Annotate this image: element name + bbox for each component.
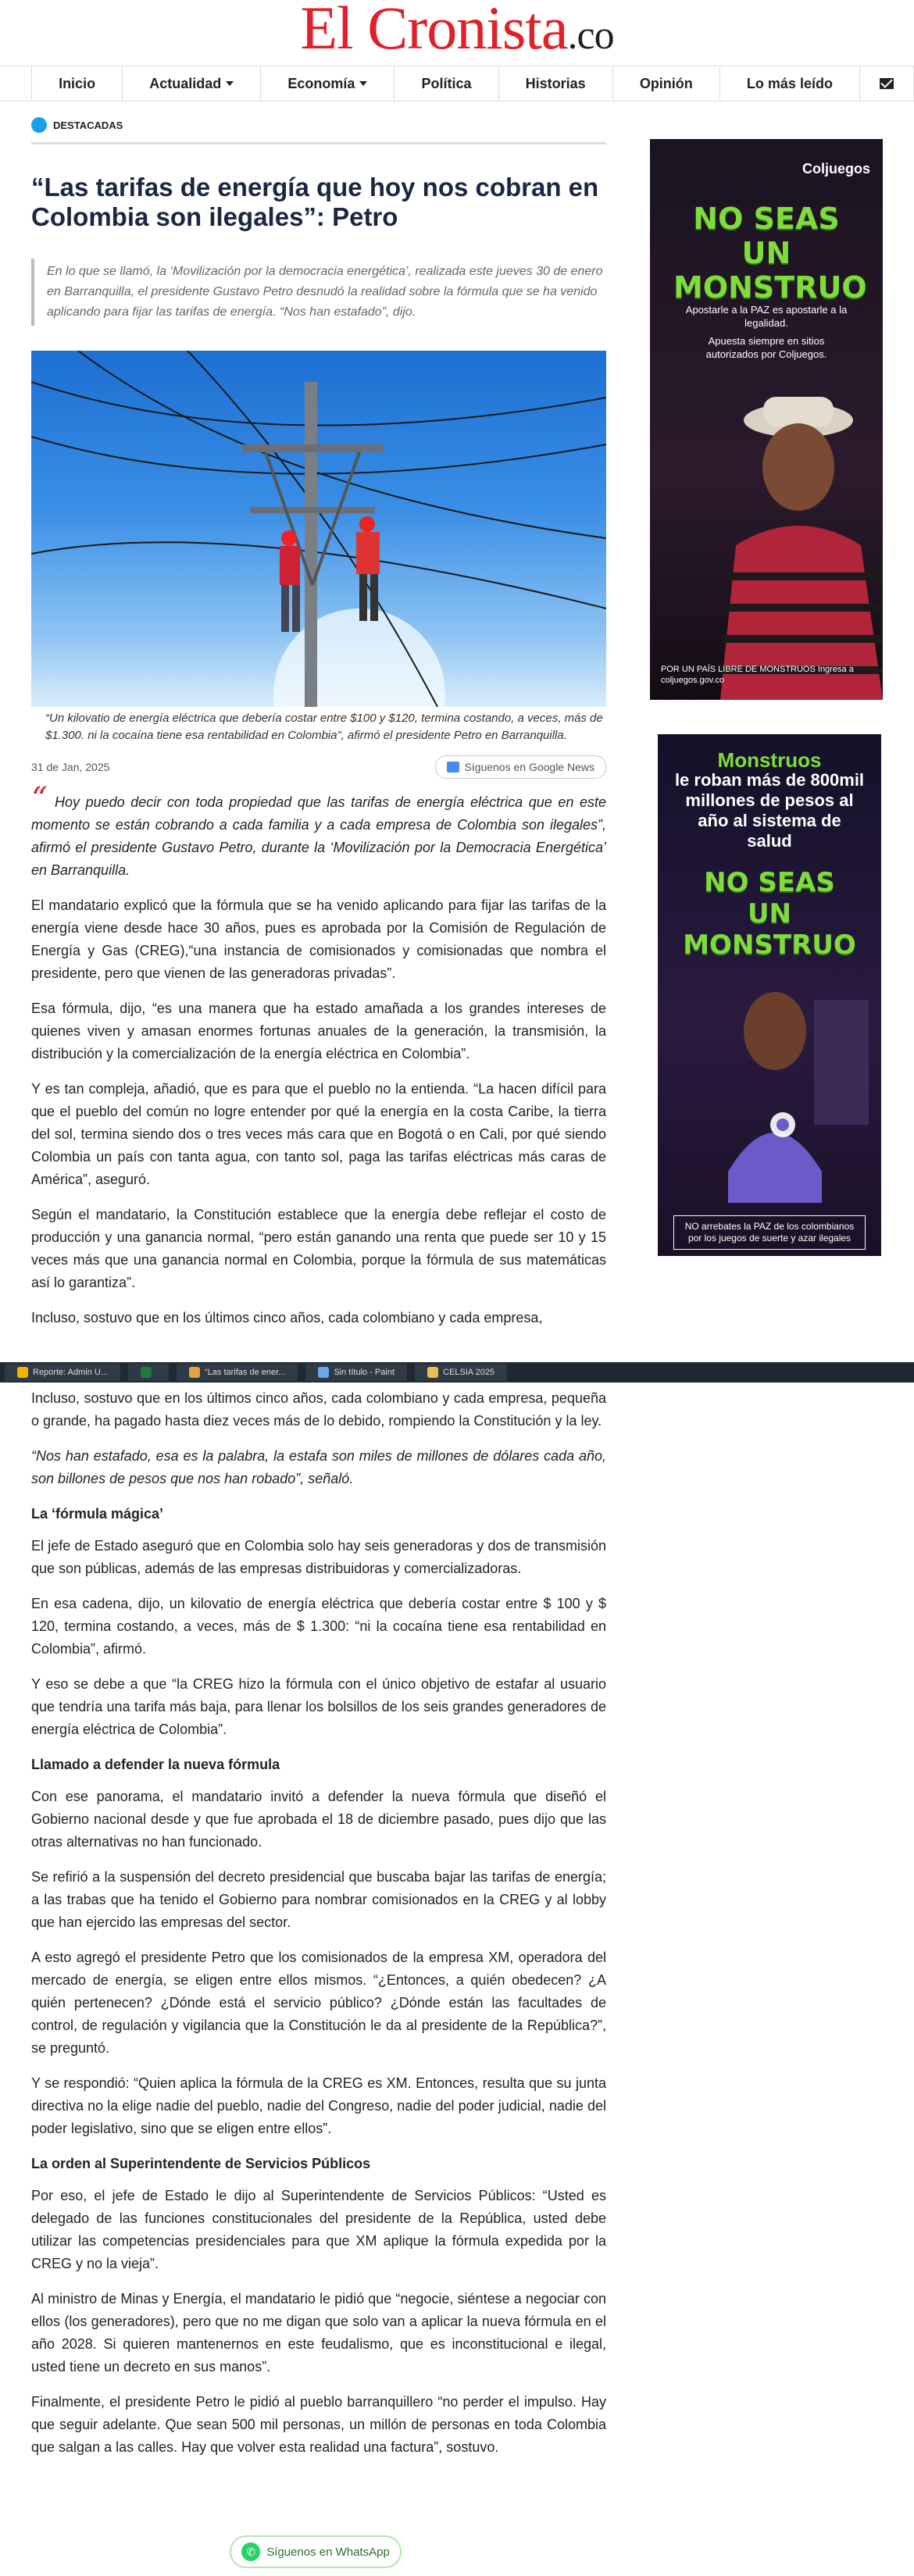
paragraph: En esa cadena, dijo, un kilovatio de energía eléctrica que debería costar entre $ 100 y $ 120, termina costando, a veces, más de $ 1.300: “ni la cocaína tiene esa rentabilidad en Colombia”, afirmó. xyxy=(31,1596,606,1657)
nav-historias[interactable]: Historias xyxy=(498,66,612,101)
whatsapp-follow-button[interactable]: ✆ Síguenos en WhatsApp xyxy=(230,2535,402,2568)
paragraph: Incluso, sostuvo que en los últimos cinco años, cada colombiano y cada empresa, xyxy=(31,1310,543,1325)
paragraph: Finalmente, el presidente Petro le pidió al pueblo barranquillero “no perder el impulso. Hay que seguir adelante. Que sean 500 mil personas, un millón de personas en toda Colombia que salgan a las calles. Hay que volver esta realidad una factura”, sostuvo. xyxy=(31,2394,606,2455)
google-news-button[interactable]: Síguenos en Google News xyxy=(435,755,606,779)
paragraph: Incluso, sostuvo que en los últimos cinco años, cada colombiano y cada empresa, pequeña o grande, ha pagado hasta diez veces más de lo debido, rompiendo la Constitución y la ley. xyxy=(31,1390,606,1429)
paragraph: El jefe de Estado aseguró que en Colombia solo hay seis generadoras y dos de transmisión que son públicas, además de las empresas distribuidoras y comercializadoras. xyxy=(31,1538,606,1576)
ad-text: Apostarle a la PAZ es apostarle a la legalidad. xyxy=(685,304,848,329)
photo-caption: “Un kilovatio de energía eléctrica que debería costar entre $100 y $120, termina costando, a veces, más de $1.300. ni la cocaína tiene esa rentabilidad en Colombia”, afirmó el presidente Petro en Barranquilla. xyxy=(45,712,603,742)
subheading: La ‘fórmula mágica’ xyxy=(31,1506,164,1522)
paragraph: “ Hoy puedo decir con toda propiedad que las tarifas de energía eléctrica que en este momento se están cobrando a cada familia y a cada empresa de Colombia son ilegales”, afirmó el presidente Gustavo Petro, durante la ‘Movilización por la Democracia Energética’ en Barranquilla. xyxy=(31,781,606,878)
nav-economia[interactable]: Economía xyxy=(260,66,394,101)
ad-text: Apuesta siempre en sitios autorizados por Coljuegos. xyxy=(705,335,827,360)
paragraph: Por eso, el jefe de Estado le dijo al Superintendente de Servicios Públicos: “Usted es delegado de las funciones constitucionales del presidente de la República, usted debe utilizar las competencias presidenciales para que XM aplique la fórmula expedida por la CREG y no la vieja”. xyxy=(31,2188,606,2271)
taskbar-item[interactable]: Reporte: Admin U... xyxy=(5,1364,120,1381)
mail-icon xyxy=(880,78,894,89)
article-photo xyxy=(31,351,606,707)
paragraph: El mandatario explicó que la fórmula que se ha venido aplicando para fijar las tarifas de la energía viene desde hace 30 años, pues es aprobada por la Comisión de Regulación de Energía y Gas (CREG),“una instancia de comisionados y comisionadas que nombra el presidente, pero que vienen de las generadoras privadas”. xyxy=(31,897,606,981)
paragraph: A esto agregó el presidente Petro que los comisionados de la empresa XM, operadora del mercado de energía, se eligen entre ellos mismos. “¿Entonces, a quién obedecen? ¿A quién pertenecen? ¿Dónde está el servicio público? ¿Dónde están las facultades de control, de regulación y vigilancia que la Constitución le da al presidente de la República?”, se preguntó. xyxy=(31,1950,606,2056)
nav-mail[interactable] xyxy=(859,66,914,101)
whatsapp-icon: ✆ xyxy=(241,2542,260,2561)
paragraph: Al ministro de Minas y Energía, el mandatario le pidió que “negocie, siéntese a negociar con ellos (los generadores), pero que no me digan que solo van a aplicar la nueva fórmula en el año 2028. Si quieren mantenernos en este feudalismo, que es inconstitucional e ilegal, usted tiene un decreto en sus manos”. xyxy=(31,2291,606,2374)
paragraph: “Nos han estafado, esa es la palabra, la estafa son miles de millones de dólares cada año, son billones de pesos que nos han robado”, señaló. xyxy=(31,1448,606,1486)
google-news-icon xyxy=(447,762,459,772)
article-headline: “Las tarifas de energía que hoy nos cobran en Colombia son ilegales”: Petro xyxy=(31,173,599,231)
power-line-workers-image xyxy=(31,351,606,707)
ad-brand: Coljuegos xyxy=(802,161,870,177)
site-logo[interactable]: El Cronista.co xyxy=(300,0,614,62)
ad-disclaimer: NO arrebates la PAZ de los colombianos por los juegos de suerte y azar ilegales xyxy=(673,1215,866,1250)
paragraph: Según el mandatario, la Constitución establece que la energía debe reflejar el costo de producción y una ganancia normal, “pero están ganando una renta que puede ser 10 y 15 veces más que una ganancia normal en Colombia, porque la fórmula de sus matemáticas así lo garantiza”. xyxy=(31,1207,606,1290)
ad-woman-image xyxy=(658,734,881,1256)
main-nav xyxy=(0,66,914,102)
taskbar-item[interactable]: CELSIA 2025 xyxy=(415,1364,507,1381)
subheading: Llamado a defender la nueva fórmula xyxy=(31,1757,280,1772)
browser-icon xyxy=(17,1367,28,1378)
nav-opinion[interactable]: Opinión xyxy=(612,66,719,101)
nav-mas-leido[interactable]: Lo más leído xyxy=(719,66,859,101)
section-tag[interactable]: DESTACADAS xyxy=(31,117,606,144)
nav-inicio[interactable]: Inicio xyxy=(31,66,122,101)
ad-headline: Monstruos le roban más de 800mil millones de pesos al año al sistema de salud xyxy=(674,748,865,851)
paragraph: Esa fórmula, dijo, “es una manera que ha estado amañada a los grandes intereses de quienes viven y amasan enormes fortunas anuales de la generación, la transmisión, la distribución y la comercialización de la energía eléctrica en Colombia”. xyxy=(31,1001,606,1061)
ad-footer: POR UN PAÍS LIBRE DE MONSTRUOS Ingresa a coljuegos.gov.co xyxy=(661,665,854,685)
ad-title: NO SEAS UN MONSTRUO xyxy=(673,202,867,305)
article-body xyxy=(31,781,606,1329)
paragraph: Con ese panorama, el mandatario invitó a defender la nueva fórmula que diseñó el Gobierno nacional desde y que fue aprobada el 18 de diciembre pasado, pues dijo que las otras alternativas no han funcionado. xyxy=(31,1789,606,1850)
ad-man-image xyxy=(650,139,883,700)
article-date: 31 de Jan, 2025 xyxy=(31,761,110,773)
chevron-down-icon xyxy=(226,81,234,86)
paragraph: Y eso se debe a que “la CREG hizo la fórmula con el único objetivo de estafar al usuario que tendría una tarifa más baja, para llenar los bolsillos de los seis grandes generadores de energía eléctrica de Colombia”. xyxy=(31,1676,606,1737)
article-body xyxy=(31,1387,606,2459)
taskbar-item[interactable]: Sin título - Paint xyxy=(305,1364,407,1381)
ad-banner-coljuegos[interactable] xyxy=(650,139,883,700)
site-header xyxy=(0,0,914,64)
article-lead: En lo que se llamó, la ‘Movilización por la democracia energética’, realizada este jueves 30 de enero en Barranquilla, el presidente Gustavo Petro desnudó la realidad sobre la fórmula que se ha venido aplicando para fijar las tarifas de energía. “Nos han estafado”, dijo. xyxy=(31,259,606,326)
taskbar-item[interactable]: “Las tarifas de ener... xyxy=(177,1364,298,1381)
article-continued xyxy=(31,1375,606,2459)
nav-politica[interactable]: Política xyxy=(394,66,498,101)
chevron-down-icon xyxy=(359,81,367,86)
paragraph: Y se respondió: “Quien aplica la fórmula de la CREG es XM. Entonces, resulta que su junta directiva no la elige nadie del pueblo, nadie del Congreso, nadie del poder judicial, nadie del poder legislativo, sino que se eligen entre ellos”. xyxy=(31,2075,606,2136)
article-meta xyxy=(31,755,606,779)
nav-actualidad[interactable]: Actualidad xyxy=(122,66,260,101)
paragraph: Y es tan compleja, añadió, que es para que el pueblo no la entienda. “La hacen difícil para que el pueblo del común no logre entender por qué la energía en la costa Caribe, la tierra del sol, termina siendo dos o tres veces más cara que en Bogotá o en Cali, por qué siendo Colombia un país con tanta agua, con tanto sol, paga las tarifas eléctricas más caras de América”, aseguró. xyxy=(31,1081,606,1187)
quote-icon: “ xyxy=(31,781,48,817)
ad-title: NO SEAS UN MONSTRUO xyxy=(683,867,856,961)
ad-banner-monstruos[interactable] xyxy=(658,734,881,1256)
article xyxy=(31,117,606,1329)
subheading: La orden al Superintendente de Servicios Públicos xyxy=(31,2156,371,2171)
paragraph: Se refirió a la suspensión del decreto presidencial que buscaba bajar las tarifas de energía; a las trabas que ha tenido el Gobierno para nombrar comisionados en la CREG y al lobby que han ejercido las empresas del sector. xyxy=(31,1869,606,1930)
section-dot-icon xyxy=(31,117,47,133)
